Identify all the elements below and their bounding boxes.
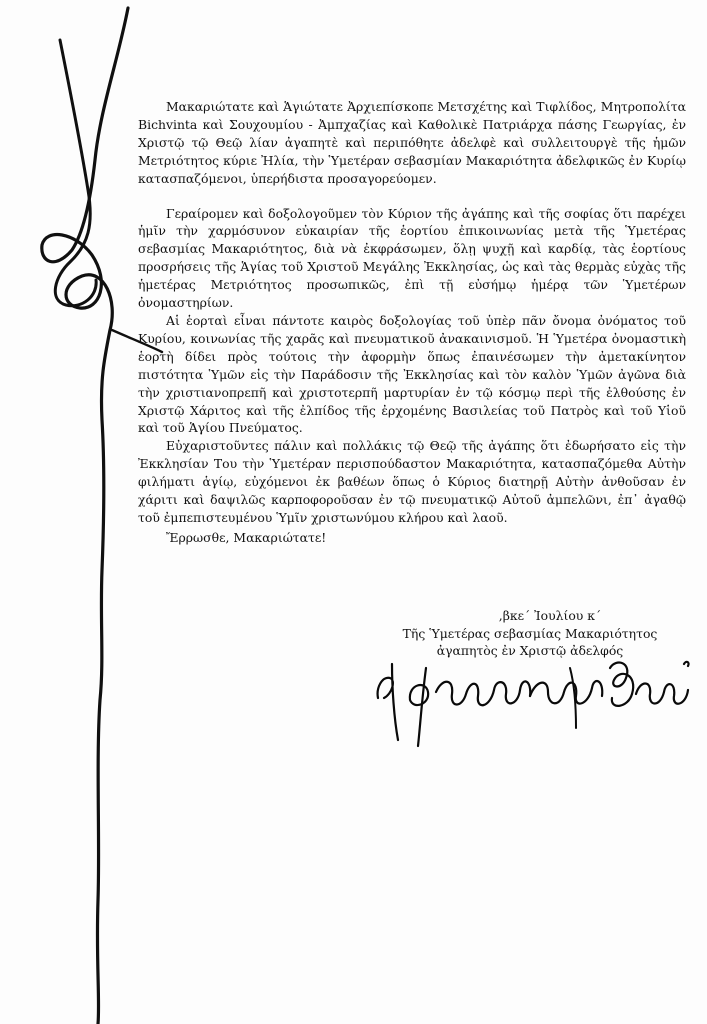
signoff-line-2: ἀγαπητὸς ἐν Χριστῷ ἀδελφός <box>436 643 624 658</box>
handwritten-signature <box>370 628 700 748</box>
paragraph-thanksgiving: Εὐχαριστοῦντες πάλιν καὶ πολλάκις τῷ Θεῷ τῆς ἀγάπης ὅτι ἐδωρήσατο εἰς τὴν Ἐκκλησίαν Του τὴν Ὑμετέραν περισπούδαστον Μακαριότητα, κατασπαζόμεθα Αὐτὴν φιλήματι ἁγίῳ, εὐχόμενοι ἐκ βαθέων ὅπως ὁ Κύριος διατηρῇ Αὐτὴν ἀνθοῦσαν ἐν χάριτι καὶ δαψιλῶς καρποφοροῦσαν ἐν τῷ πνευματικῷ Αὐτοῦ ἀμπελῶνι, ἐπ᾽ ἀγαθῷ τοῦ ἐμπεπιστευμένου Ὑμῖν χριστωνύμου κλήρου καὶ λαοῦ. <box>138 438 686 525</box>
paragraph-praise: Γεραίρομεν καὶ δοξολογοῦμεν τὸν Κύριον τῆς ἀγάπης καὶ τῆς σοφίας ὅτι παρέχει ἡμῖν τὴν χαρμόσυνον εὐκαιρίαν τῆς ἑορτίου ἐπικοινωνίας μετὰ τῆς Ὑμετέρας σεβασμίας Μακαριότητος, διὰ νὰ ἐκφράσωμεν, ὅλῃ ψυχῇ καὶ καρδίᾳ, τὰς ἑορτίους προσρήσεις τῆς Ἁγίας τοῦ Χριστοῦ Μεγάλης Ἐκκλησίας, ὡς καὶ τὰς θερμὰς εὐχὰς τῆς ἡμετέρας Μετριότητος προσωπικῶς, ἐπὶ τῇ εὐσήμῳ ἡμέρᾳ τῶν Ὑμετέρων ὀνομαστηρίων. <box>138 205 686 311</box>
paragraph-feasts: Αἱ ἑορταὶ εἶναι πάντοτε καιρὸς δοξολογίας τοῦ ὑπὲρ πᾶν ὄνομα ὀνόματος τοῦ Κυρίου, κοινωνίας τῆς χαρᾶς καὶ πνευματικοῦ ἀνακαινισμοῦ. Ἡ Ὑμετέρα ὀνομαστικὴ ἑορτὴ δίδει πρὸς τούτοις τὴν ἀφορμὴν ὅπως ἐπαινέσωμεν τὴν ἀμετακίνητον πιστότητα Ὑμῶν εἰς τὴν Παράδοσιν τῆς Ἐκκλησίας καὶ τὸν καλὸν Ὑμῶν ἀγῶνα διὰ τὴν χριστιανοπρεπῆ καὶ χριστοτερπῆ μαρτυρίαν ἐν τῷ κόσμῳ περὶ τῆς ἐλθούσης ἐν Χριστῷ Χάριτος καὶ τῆς ἐλπίδος τῆς ἐρχομένης Βασιλείας τοῦ Πατρὸς καὶ τοῦ Υἱοῦ καὶ τοῦ Ἁγίου Πνεύματος. <box>138 312 686 436</box>
letter-body <box>138 98 686 547</box>
signoff-line-1: Τῆς Ὑμετέρας σεβασμίας Μακαριότητος <box>402 625 658 641</box>
closing-line: Ἔρρωσθε, Μακαριώτατε! <box>166 529 327 545</box>
paragraph-salutation: Μακαριώτατε καὶ Ἁγιώτατε Ἀρχιεπίσκοπε Μετσχέτης καὶ Τιφλίδος, Μητροπολίτα Bichvinta καὶ Σουχουμίου - Ἀμπχαζίας καὶ Καθολικὲ Πατριάρχα πάσης Γεωργίας, ἐν Χριστῷ τῷ Θεῷ λίαν ἀγαπητὲ καὶ περιπόθητε ἀδελφὲ καὶ συλλειτουργὲ τῆς ἡμῶν Μετριότητος κύριε Ἠλία, τὴν Ὑμετέραν σεβασμίαν Μακαριότητα ἀδελφικῶς ἐν Κυρίῳ κατασπαζόμενοι, ὑπερήδιστα προσαγορεύομεν. <box>138 99 686 186</box>
letter-date: ,βκε´ Ἰουλίου κ´ <box>498 608 602 623</box>
